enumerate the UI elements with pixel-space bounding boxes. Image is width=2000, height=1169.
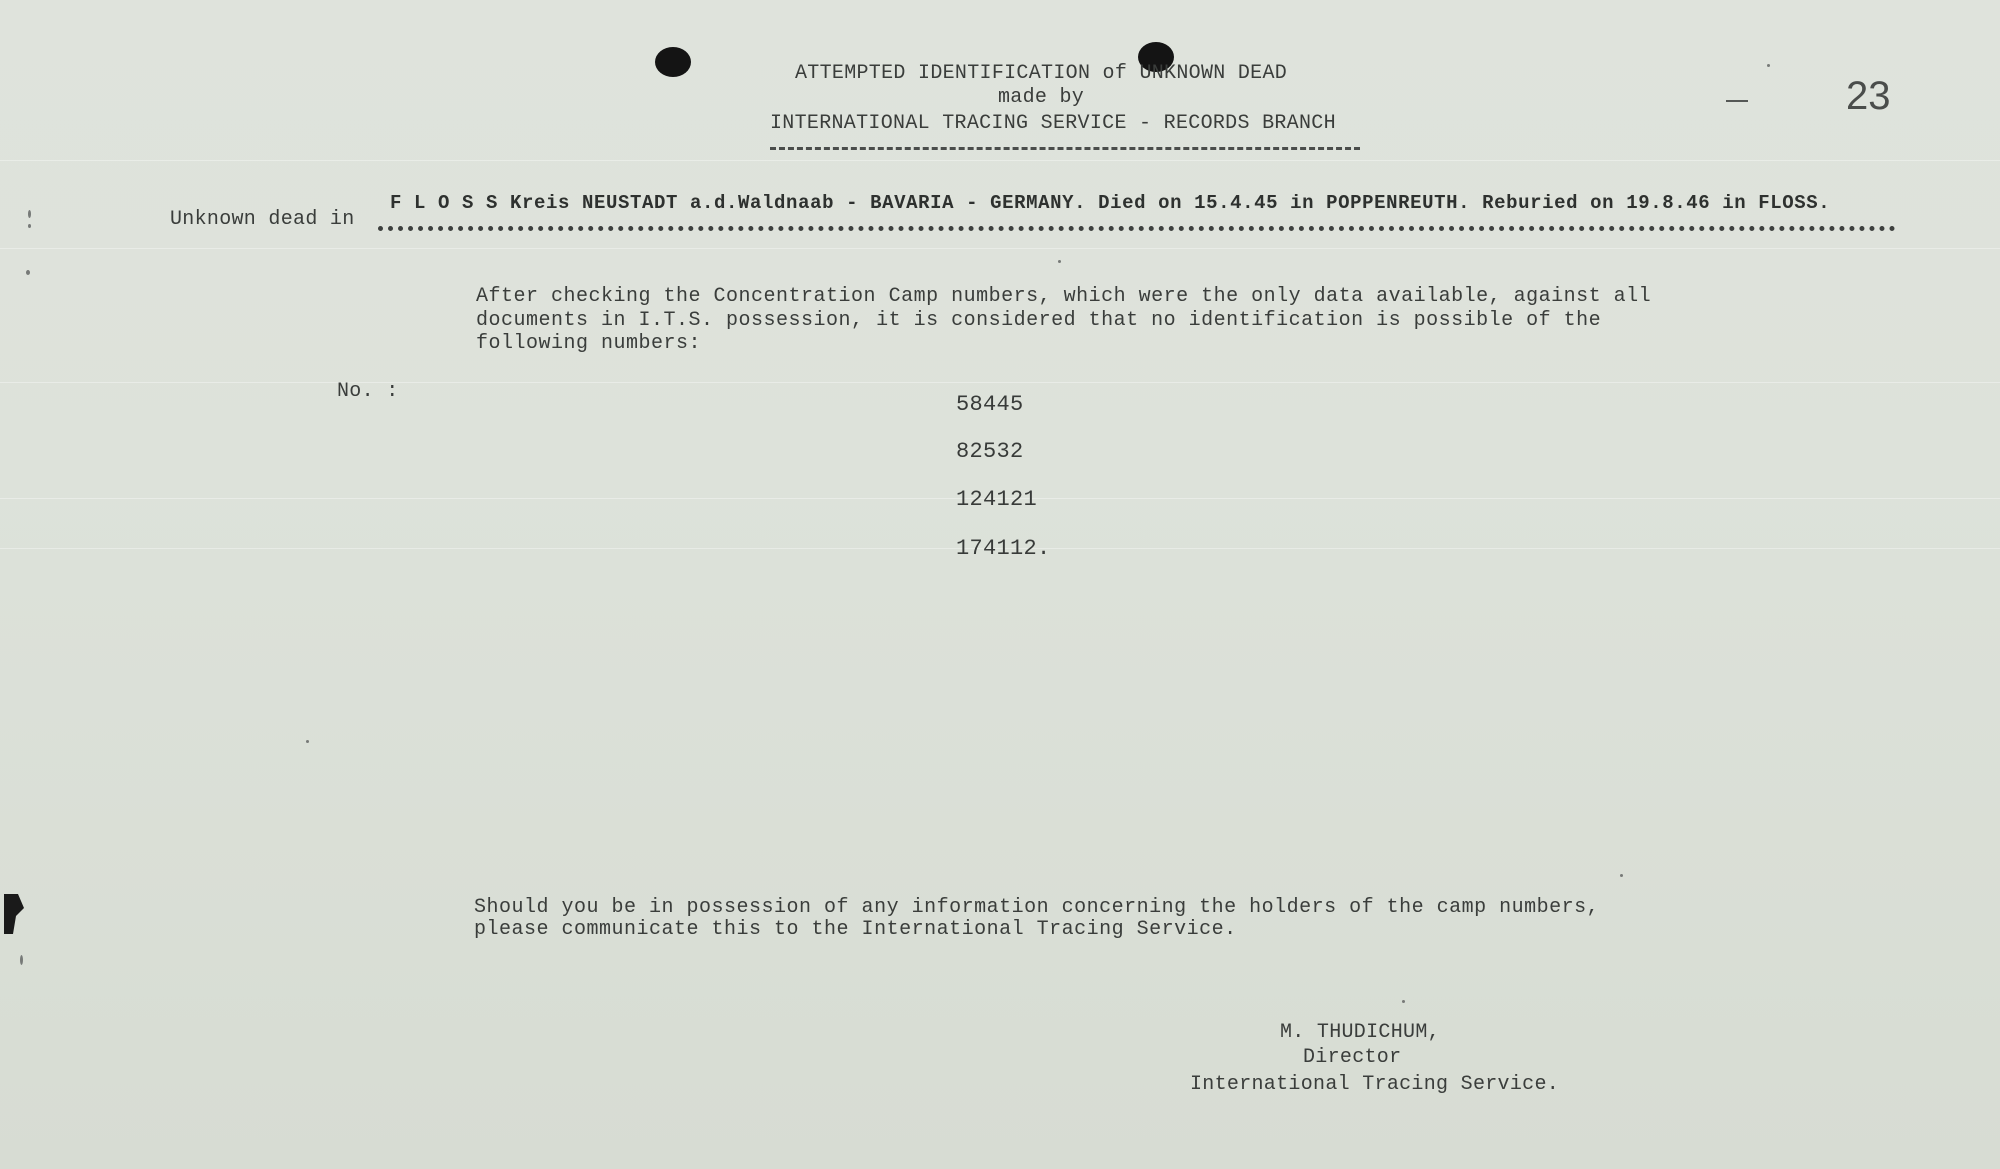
speck	[26, 270, 30, 275]
place-label: Unknown dead in	[170, 208, 355, 231]
camp-number: 58445	[956, 392, 1024, 417]
dotted-fill-line	[378, 226, 1896, 231]
signature-name: M. THUDICHUM,	[1280, 1021, 1440, 1044]
body-line-2: documents in I.T.S. possession, it is considered that no identification is possible of the	[476, 309, 1602, 332]
camp-number: 82532	[956, 439, 1024, 464]
header-underline	[770, 147, 1360, 150]
header-made-by: made by	[998, 86, 1085, 109]
speck	[1402, 1000, 1405, 1003]
speck	[1058, 260, 1061, 263]
signature-org: International Tracing Service.	[1190, 1073, 1560, 1096]
closing-line-1: Should you be in possession of any information concerning the holders of the camp numbers,	[474, 896, 1600, 919]
speck	[306, 740, 309, 743]
speck	[28, 210, 31, 218]
closing-line-2: please communicate this to the International Tracing Service.	[474, 918, 1237, 941]
body-line-1: After checking the Concentration Camp numbers, which were the only data available, against all	[476, 285, 1652, 308]
paper-rule	[0, 382, 2000, 383]
page-number: 23	[1846, 74, 1891, 118]
speck	[28, 224, 31, 228]
speck	[1767, 64, 1770, 67]
pencil-dash	[1726, 100, 1748, 102]
signature-title: Director	[1303, 1046, 1402, 1069]
speck	[20, 955, 23, 965]
paper-rule	[0, 160, 2000, 161]
place-text: F L O S S Kreis NEUSTADT a.d.Waldnaab - BAVARIA - GERMANY. Died on 15.4.45 in POPPENREUTH. Reburied on 19.8.46 in FLOSS.	[390, 192, 1831, 214]
header-org: INTERNATIONAL TRACING SERVICE - RECORDS BRANCH	[770, 112, 1336, 135]
camp-number: 174112.	[956, 536, 1051, 561]
speck	[1620, 874, 1623, 877]
edge-clip-mark	[4, 894, 24, 934]
numbers-label: No. :	[337, 380, 399, 403]
punch-hole-left	[655, 47, 691, 77]
header-title: ATTEMPTED IDENTIFICATION of UNKNOWN DEAD	[795, 62, 1288, 85]
camp-number: 124121	[956, 487, 1038, 512]
paper-rule	[0, 248, 2000, 249]
body-line-3: following numbers:	[476, 332, 702, 355]
